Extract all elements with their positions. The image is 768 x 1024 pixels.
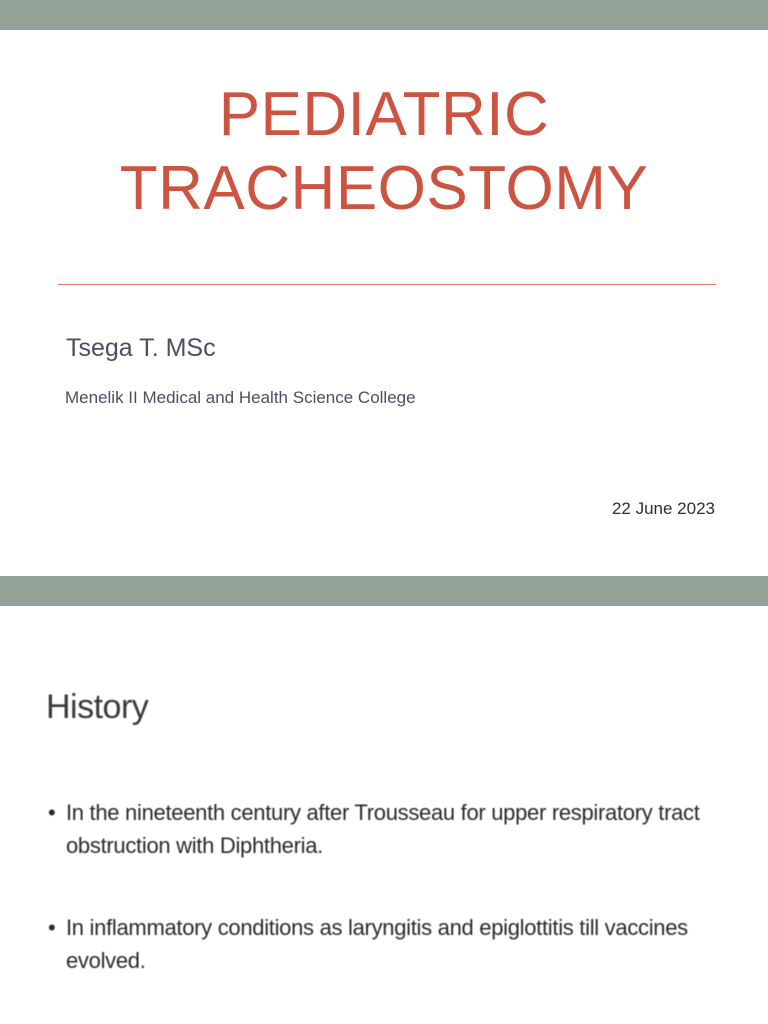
- title-slide: [0, 30, 768, 576]
- bullet-item: [48, 911, 728, 977]
- bullet-text: In inflammatory conditions as laryngitis and epiglottitis till vaccines evolved.: [66, 915, 688, 973]
- title-line-2: TRACHEOSTOMY: [119, 154, 649, 223]
- presentation-date: 22 June 2023: [611, 499, 715, 518]
- bullet-marker: •: [48, 915, 56, 940]
- title-line-1: PEDIATRIC: [218, 80, 550, 149]
- slide-separator-band: [0, 576, 768, 606]
- bullet-item: [48, 796, 728, 862]
- history-slide: [0, 606, 768, 1024]
- title-divider: [58, 284, 716, 285]
- institution-name: Menelik II Medical and Health Science College: [65, 388, 416, 407]
- bullet-marker: •: [48, 800, 56, 825]
- slide-heading: History: [46, 688, 149, 726]
- bullet-text: In the nineteenth century after Trousseau for upper respiratory tract obstruction with Diphtheria.: [66, 800, 700, 858]
- author-name: Tsega T. MSc: [66, 334, 216, 362]
- top-color-band: [0, 0, 768, 30]
- presentation-title: [0, 78, 768, 226]
